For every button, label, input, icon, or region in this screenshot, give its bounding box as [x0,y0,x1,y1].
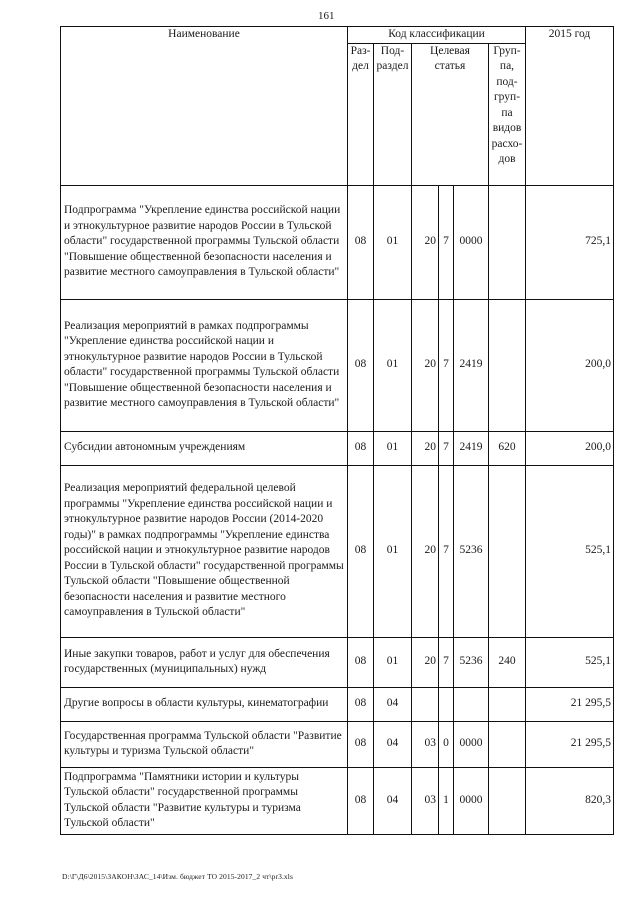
row-target-subprogram: 1 [439,767,454,834]
row-target-direction: 0000 [454,185,489,299]
header-subsection: Под- раздел [374,43,412,185]
row-expense-group [489,687,526,721]
row-razdel: 08 [348,687,374,721]
row-target-program: 20 [412,465,439,637]
row-name: Государственная программа Тульской области "Развитие культуры и туризма Тульской области" [61,721,348,767]
header-section: Раз- дел [348,43,374,185]
row-target-program: 03 [412,767,439,834]
row-target-subprogram: 7 [439,637,454,687]
row-expense-group [489,465,526,637]
header-name: Наименование [61,27,348,186]
budget-table [60,26,614,835]
row-razdel: 08 [348,299,374,431]
row-razdel: 08 [348,465,374,637]
row-expense-group [489,299,526,431]
row-name: Подпрограмма "Укрепление единства российской нации и этнокультурное развитие народов России в Тульской области" государственной программы Тульской области "Повышение общественной безопасности населения и развитие местного самоуправления в Тульской области" [61,185,348,299]
row-razdel: 08 [348,637,374,687]
row-name: Субсидии автономным учреждениям [61,431,348,465]
row-amount: 21 295,5 [526,687,614,721]
row-target-program [412,687,439,721]
row-razdel: 08 [348,767,374,834]
row-expense-group [489,185,526,299]
row-target-program: 20 [412,299,439,431]
row-amount: 725,1 [526,185,614,299]
row-target-direction: 2419 [454,431,489,465]
row-target-subprogram: 7 [439,431,454,465]
row-amount: 200,0 [526,431,614,465]
table-row [61,687,614,721]
table-row [61,299,614,431]
row-target-direction: 0000 [454,721,489,767]
row-target-subprogram: 0 [439,721,454,767]
row-podrazdel: 04 [374,767,412,834]
page-number: 161 [318,10,335,22]
header-target-article: Целевая статья [412,43,489,185]
row-podrazdel: 01 [374,299,412,431]
table-row [61,637,614,687]
row-name: Другие вопросы в области культуры, кинематографии [61,687,348,721]
table-row [61,465,614,637]
row-name: Реализация мероприятий федеральной целевой программы "Укрепление единства российской нации и этнокультурное развитие народов России (2014-2020 годы)" в рамках подпрограммы "Укрепление единства российской нации и этнокультурное развитие народов России в Тульской области" государственной программы Тульской области "Повышение общественной безопасности населения и развитие местного самоуправления в Тульской области" [61,465,348,637]
row-target-program: 20 [412,431,439,465]
header-expense-group: Груп- па, под- груп- па видов расхо- дов [489,43,526,185]
header-classification-code: Код классификации [348,27,526,44]
row-target-direction: 0000 [454,767,489,834]
row-target-program: 20 [412,185,439,299]
row-target-subprogram [439,687,454,721]
row-expense-group [489,721,526,767]
row-razdel: 08 [348,721,374,767]
row-razdel: 08 [348,185,374,299]
row-razdel: 08 [348,431,374,465]
row-name: Подпрограмма "Памятники истории и культуры Тульской области" государственной программы Тульской области "Развитие культуры и туризма Тульской области" [61,767,348,834]
table-row [61,185,614,299]
row-amount: 525,1 [526,637,614,687]
row-target-direction: 5236 [454,465,489,637]
table-row [61,767,614,834]
row-amount: 820,3 [526,767,614,834]
row-target-direction: 2419 [454,299,489,431]
row-target-subprogram: 7 [439,299,454,431]
row-podrazdel: 04 [374,687,412,721]
row-amount: 525,1 [526,465,614,637]
row-target-program: 20 [412,637,439,687]
row-podrazdel: 04 [374,721,412,767]
row-name: Реализация мероприятий в рамках подпрограммы "Укрепление единства российской нации и этнокультурное развитие народов России в Тульской области" государственной программы Тульской области "Повышение общественной безопасности населения и развитие местного самоуправления в Тульской области" [61,299,348,431]
row-target-subprogram: 7 [439,465,454,637]
table-row [61,431,614,465]
row-expense-group: 240 [489,637,526,687]
row-amount: 21 295,5 [526,721,614,767]
table-row [61,721,614,767]
row-podrazdel: 01 [374,465,412,637]
row-podrazdel: 01 [374,637,412,687]
header-year: 2015 год [526,27,614,186]
row-target-direction [454,687,489,721]
file-path-footer: D:\Г\Д6\2015\ЗАКОН\ЗАС_14\Изм. бюджет ТО 2015-2017_2 чт\pr3.xls [62,872,293,881]
row-expense-group: 620 [489,431,526,465]
row-podrazdel: 01 [374,185,412,299]
row-amount: 200,0 [526,299,614,431]
row-expense-group [489,767,526,834]
row-target-program: 03 [412,721,439,767]
row-target-direction: 5236 [454,637,489,687]
row-name: Иные закупки товаров, работ и услуг для обеспечения государственных (муниципальных) нужд [61,637,348,687]
row-target-subprogram: 7 [439,185,454,299]
row-podrazdel: 01 [374,431,412,465]
